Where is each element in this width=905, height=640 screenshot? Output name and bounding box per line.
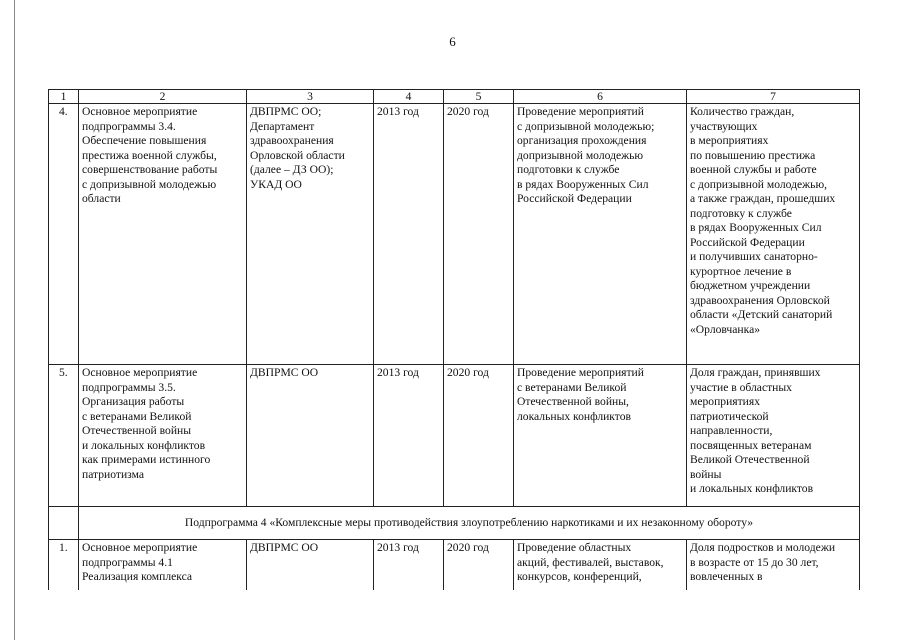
row-number: 4. [49,104,79,365]
row-number: 5. [49,365,79,507]
page-number: 6 [449,34,456,49]
executor-cell: ДВПРМС ОО [247,365,374,507]
program-measures-table [48,89,860,590]
indicator-cell: Количество граждан, участвующих в мероприятиях по повышению престижа военной службы и работе с допризывной молодежью, а также граждан, прошедших подготовку к службе в рядах Вооруженных Сил Российской Федерации и получивших санаторно- курортное лечение в бюджетном учреждении здравоохранения Орловской области «Детский санаторий «Орловчанка» [687,104,860,365]
column-number: 1 [49,90,79,104]
expected-result-cell: Проведение мероприятий с ветеранами Великой Отечественной войны, локальных конфликтов [514,365,687,507]
start-year-cell: 2013 год [374,365,444,507]
start-year-cell: 2013 год [374,540,444,591]
empty-cell [49,507,79,540]
subprogram-row [49,507,860,540]
column-number-row [49,90,860,104]
column-number: 7 [687,90,860,104]
column-number: 4 [374,90,444,104]
executor-cell: ДВПРМС ОО; Департамент здравоохранения Орловской области (далее – ДЗ ОО); УКАД ОО [247,104,374,365]
end-year-cell: 2020 год [444,540,514,591]
column-number: 5 [444,90,514,104]
indicator-cell: Доля граждан, принявших участие в областных мероприятиях патриотической направленности, посвященных ветеранам Великой Отечественной войны и локальных конфликтов [687,365,860,507]
column-number: 3 [247,90,374,104]
indicator-cell: Доля подростков и молодежи в возрасте от 15 до 30 лет, вовлеченных в [687,540,860,591]
measure-cell: Основное мероприятие подпрограммы 3.5. Организация работы с ветеранами Великой Отечественной войны и локальных конфликтов как примерами истинного патриотизма [79,365,247,507]
column-number: 2 [79,90,247,104]
measure-cell: Основное мероприятие подпрограммы 3.4. Обеспечение повышения престижа военной службы, совершенствование работы с допризывной молодежью области [79,104,247,365]
page-edge-line [14,0,15,640]
start-year-cell: 2013 год [374,104,444,365]
table-row [49,104,860,365]
executor-cell: ДВПРМС ОО [247,540,374,591]
row-number: 1. [49,540,79,591]
measure-cell: Основное мероприятие подпрограммы 4.1 Реализация комплекса [79,540,247,591]
expected-result-cell: Проведение областных акций, фестивалей, выставок, конкурсов, конференций, [514,540,687,591]
subprogram-title: Подпрограмма 4 «Комплексные меры противодействия злоупотреблению наркотиками и их незаконному обороту» [79,507,860,540]
end-year-cell: 2020 год [444,104,514,365]
column-number: 6 [514,90,687,104]
table-row [49,365,860,507]
expected-result-cell: Проведение мероприятий с допризывной молодежью; организация прохождения допризывной молодежью подготовки к службе в рядах Вооруженных Сил Российской Федерации [514,104,687,365]
table-row [49,540,860,591]
end-year-cell: 2020 год [444,365,514,507]
